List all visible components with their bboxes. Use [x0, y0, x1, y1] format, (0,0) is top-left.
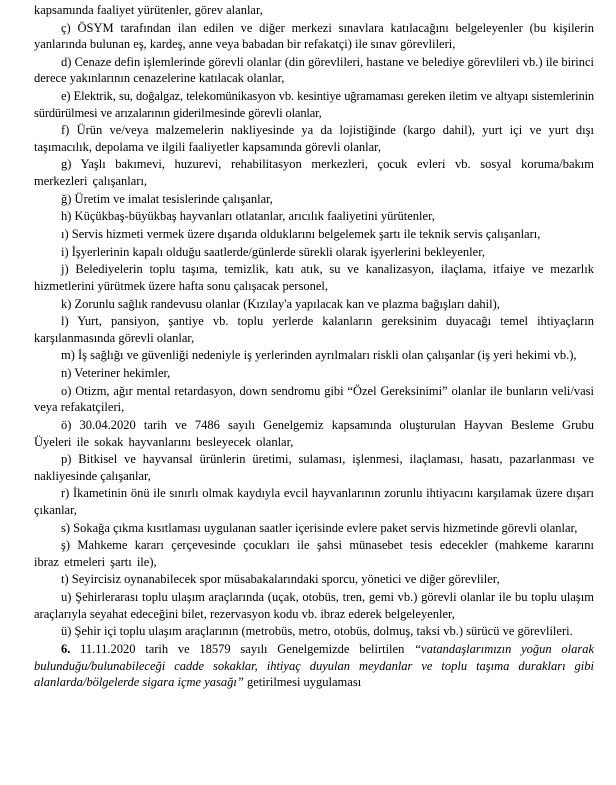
paragraph-c-cedilla: ç) ÖSYM tarafından ilan edilen ve diğer merkezi sınavlara katılacağını belgeleyenler (bu kişilerin yanlarında bulunan eş, kardeş, anne veya babadan bir refakatçi) ile sınav görevlileri, [34, 20, 594, 52]
paragraph-u-umlaut: ü) Şehir içi toplu ulaşım araçlarının (metrobüs, metro, otobüs, dolmuş, taksi vb.) sürücü ve görevlileri. [61, 624, 573, 639]
paragraph-d: d) Cenaze defin işlemlerinde görevli olanlar (din görevlileri, hastane ve belediye görevlileri vb.) ile birinci derece yakınlarının cenazelerine katılacak olanlar, [34, 54, 594, 86]
paragraph-p: p) Bitkisel ve hayvansal ürünlerin üretimi, sulaması, işlenmesi, ilaçlaması, hasatı, pazarlanması ve nakliyesinde çalışanlar, [34, 452, 594, 483]
paragraph-r: r) İkametinin önü ile sınırlı olmak kaydıyla evcil hayvanlarının zorunlu ihtiyacını karşılamak üzere dışarı çıkanlar, [34, 486, 594, 517]
paragraph-n: n) Veteriner hekimler, [61, 366, 171, 381]
section-6-text-before: 11.11.2020 tarih ve 18579 sayılı Genelgemizde belirtilen [80, 642, 405, 656]
paragraph-t: t) Seyircisiz oynanabilecek spor müsabakalarındaki sporcu, yönetici ve diğer görevliler, [61, 572, 500, 587]
paragraph-o: o) Otizm, ağır mental retardasyon, down sendromu gibi “Özel Gereksinimi” olanlar ile bunların veli/vasi veya refakatçileri, [34, 383, 594, 415]
paragraph-section-6 [34, 641, 594, 691]
paragraph-l: l) Yurt, pansiyon, şantiye vb. toplu yerlerde kalanların gereksinim duyacağı temel ihtiyaçların karşılanmasında görevli olanlar, [34, 314, 594, 345]
section-number: 6. [61, 642, 71, 656]
section-6-text-after: getirilmesi uygulaması [246, 675, 362, 689]
paragraph-g: g) Yaşlı bakımevi, huzurevi, rehabilitasyon merkezleri, çocuk evleri vb. sosyal koruma/bakım merkezleri çalışanları, [34, 157, 594, 188]
section-6-quote: “vatandaşlarımızın yoğun olarak bulunduğu/bulunabileceği cadde sokaklar, ihtiyaç duyulan meydanlar ve toplu taşıma durakları gibi alanlarda/bölgelerde sigara içme yasağı” [34, 642, 595, 689]
paragraph-dotless-i: ı) Servis hizmeti vermek üzere dışarıda olduklarını belgelemek şartı ile teknik servis çalışanları, [61, 227, 541, 241]
paragraph-k: k) Zorunlu sağlık randevusu olanlar (Kızılay'a yapılacak kan ve plazma bağışları dahil), [61, 296, 500, 311]
paragraph-o-umlaut: ö) 30.04.2020 tarih ve 7486 sayılı Genelgemiz kapsamında oluşturulan Hayvan Besleme Grubu Üyeleri ile sokak hayvanlarını besleyecek olanlar, [34, 418, 594, 449]
paragraph-f: f) Ürün ve/veya malzemelerin nakliyesinde ya da lojistiğinde (kargo dahil), yurt içi ve yurt dışı taşımacılık, depolama ve ilgili faaliyetler kapsamında görevli olanlar, [34, 123, 594, 154]
paragraph-s: s) Sokağa çıkma kısıtlaması uygulanan saatler içerisinde evlere paket servis hizmetinde görevli olanlar, [61, 520, 578, 535]
paragraph-j: j) Belediyelerin toplu taşıma, temizlik, katı atık, su ve kanalizasyon, ilaçlama, itfaiye ve mezarlık hizmetlerini yürütmek üzere hafta sonu çalışacak personel, [34, 262, 594, 293]
paragraph-s-cedilla: ş) Mahkeme kararı çerçevesinde çocukları ile şahsi münasebet tesis edecekler (mahkeme kararını ibraz etmeleri şartı ile), [34, 538, 594, 569]
paragraph-i: i) İşyerlerinin kapalı olduğu saatlerde/günlerde sürekli olarak işyerlerini bekleyenler, [61, 244, 485, 259]
paragraph-h: h) Küçükbaş-büyükbaş hayvanları otlatanlar, arıcılık faaliyetini yürütenler, [61, 209, 435, 224]
paragraph-continuation: kapsamında faaliyet yürütenler, görev alanlar, [34, 3, 263, 17]
paragraph-m: m) İş sağlığı ve güvenliği nedeniyle iş yerlerinden ayrılmaları riskli olan çalışanlar (iş yeri hekimi vb.), [61, 348, 577, 363]
paragraph-e: e) Elektrik, su, doğalgaz, telekomünikasyon vb. kesintiye uğramaması gereken iletim ve altyapı sistemlerinin sürdürülmesi ve arızalarının giderilmesinde görevli olanlar, [34, 89, 594, 120]
paragraph-g-breve: ğ) Üretim ve imalat tesislerinde çalışanlar, [61, 191, 273, 206]
paragraph-u: u) Şehirlerarası toplu ulaşım araçlarında (uçak, otobüs, tren, gemi vb.) görevli olanlar ile bu toplu ulaşım araçlarıyla seyahat edeceğini bilet, rezervasyon kodu vb. ibraz ederek belgeleyenler, [34, 590, 594, 621]
